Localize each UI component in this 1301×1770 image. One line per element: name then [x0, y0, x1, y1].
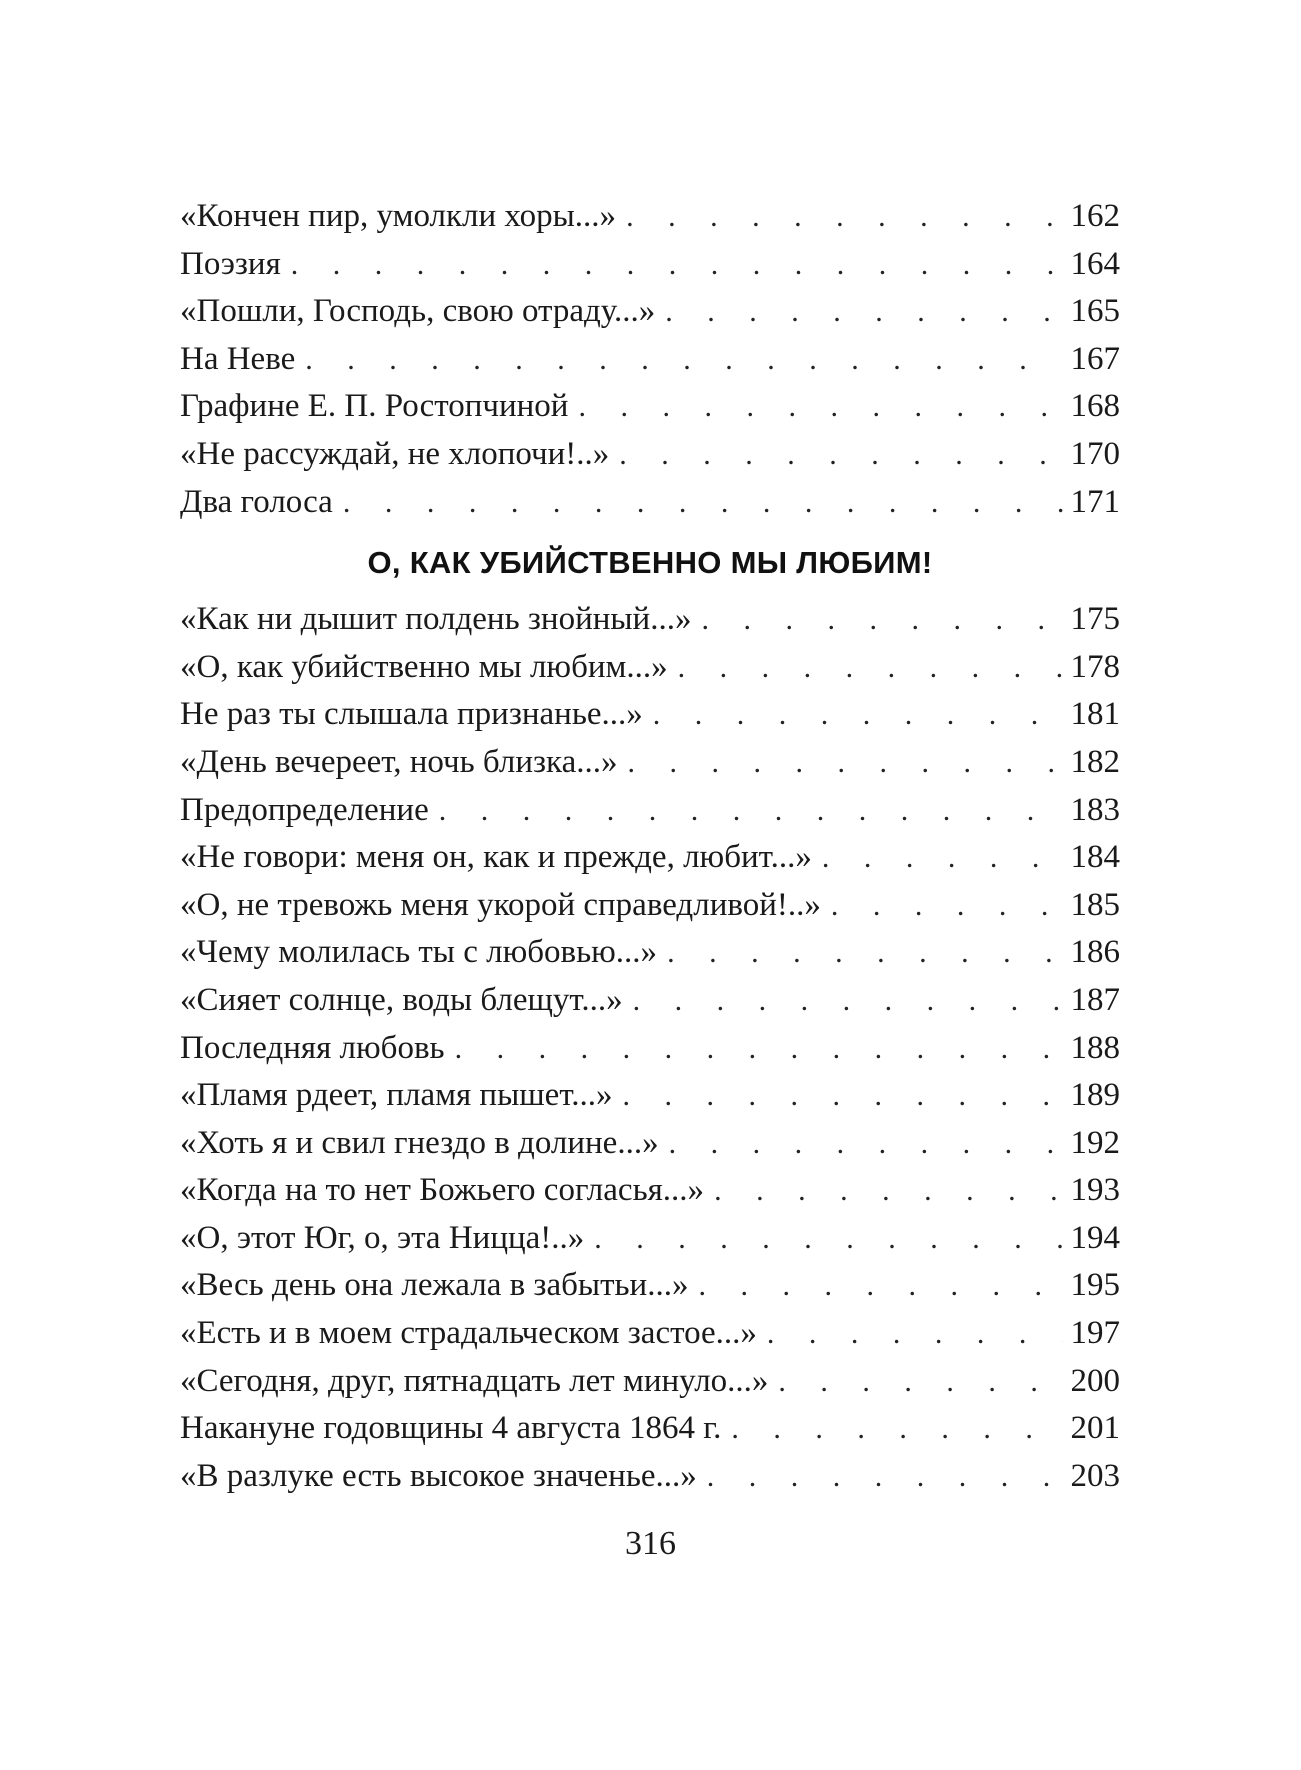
toc-entry-title: «День вечереет, ночь близка...» [180, 743, 618, 780]
toc-entry-title: «Хоть я и свил гнездо в долине...» [180, 1124, 659, 1161]
dot-leader [831, 882, 1063, 930]
dot-leader [714, 1167, 1062, 1215]
toc-entry-title: Не раз ты слышала признанье...» [180, 696, 643, 733]
toc-entry-page: 178 [1070, 648, 1120, 685]
toc-entry-title: «Когда на то нет Божьего согласья...» [180, 1172, 705, 1209]
toc-entry-title: «Есть и в моем страдальческом застое...» [180, 1315, 757, 1352]
toc-entry-title: «О, как убийственно мы любим...» [180, 648, 668, 685]
toc-entry-page: 162 [1070, 198, 1120, 234]
toc-entry [180, 193, 1120, 241]
toc-entry [180, 336, 1120, 384]
toc-entry-page: 192 [1070, 1124, 1120, 1161]
toc-entry [180, 1405, 1120, 1453]
toc-entry-page: 189 [1070, 1077, 1120, 1114]
toc-entry-title: Поэзия [180, 245, 281, 282]
dot-leader [578, 383, 1062, 431]
toc-entry-page: 200 [1070, 1362, 1120, 1399]
toc-entry [180, 1167, 1120, 1215]
section-heading: О, КАК УБИЙСТВЕННО МЫ ЛЮБИМ! [367, 545, 933, 581]
toc-entry [180, 691, 1120, 739]
toc-entry-page: 168 [1070, 388, 1120, 425]
dot-leader [626, 193, 1062, 241]
toc-entry-title: На Неве [180, 340, 296, 377]
toc-entry-page: 164 [1070, 245, 1120, 282]
toc-entry-page: 167 [1070, 340, 1120, 377]
page-number: 316 [625, 1525, 676, 1562]
dot-leader [623, 1072, 1063, 1120]
toc-entry-title: «Сегодня, друг, пятнадцать лет минуло...» [180, 1362, 769, 1399]
toc-entry-page: 165 [1070, 293, 1120, 330]
dot-leader [822, 834, 1063, 882]
dot-leader [455, 1025, 1063, 1073]
toc-entry-page: 186 [1070, 934, 1120, 971]
toc-entry-page: 183 [1070, 791, 1120, 828]
toc-entry [180, 596, 1120, 644]
toc-entry-page: 188 [1070, 1029, 1120, 1066]
toc-entry [180, 739, 1120, 787]
dot-leader [707, 1453, 1063, 1501]
toc-entry [180, 241, 1120, 289]
toc-entry [180, 1120, 1120, 1168]
dot-leader [343, 479, 1063, 527]
dot-leader [665, 288, 1062, 336]
toc-entry [180, 431, 1120, 479]
toc-entry-page: 203 [1070, 1457, 1120, 1494]
toc-entry [180, 1310, 1120, 1358]
dot-leader [698, 1262, 1062, 1310]
toc-entry [180, 1072, 1120, 1120]
toc-entry-page: 195 [1070, 1267, 1120, 1304]
toc-entry-title: «Пламя рдеет, пламя пышет...» [180, 1077, 613, 1114]
toc-entry [180, 787, 1120, 835]
toc-entry [180, 644, 1120, 692]
toc-group-1 [180, 193, 1120, 526]
toc-entry-page: 194 [1070, 1219, 1120, 1256]
toc-group-2 [180, 596, 1120, 1500]
toc-entry-title: «Пошли, Господь, свою отраду...» [180, 293, 656, 330]
dot-leader [633, 977, 1063, 1025]
dot-leader [701, 596, 1062, 644]
dot-leader [669, 1120, 1063, 1168]
toc-entry [180, 1262, 1120, 1310]
dot-leader [731, 1405, 1062, 1453]
toc-entry-title: «Как ни дышит полдень знойный...» [180, 601, 692, 638]
toc-entry [180, 882, 1120, 930]
toc-entry-title: «Весь день она лежала в забытьи...» [180, 1267, 689, 1304]
dot-leader [439, 787, 1063, 835]
toc-entry-title: Накануне годовщины 4 августа 1864 г. [180, 1410, 722, 1447]
toc-entry-title: Графине Е. П. Ростопчиной [180, 388, 569, 425]
toc-entry-title: «О, не тревожь меня укорой справедливой!..» [180, 886, 821, 923]
dot-leader [305, 336, 1062, 384]
toc-entry-page: 175 [1070, 601, 1120, 638]
toc-entry-title: «Кончен пир, умолкли хоры...» [180, 198, 617, 234]
toc-entry-title: Предопределение [180, 791, 429, 828]
toc-entry [180, 977, 1120, 1025]
toc-entry-page: 197 [1070, 1315, 1120, 1352]
toc-entry-page: 182 [1070, 743, 1120, 780]
dot-leader [678, 644, 1063, 692]
toc-entry-page: 187 [1070, 981, 1120, 1018]
dot-leader [778, 1358, 1062, 1406]
toc-entry-page: 201 [1070, 1410, 1120, 1447]
toc-entry [180, 929, 1120, 977]
dot-leader [291, 241, 1063, 289]
toc-entry-title: Два голоса [180, 483, 333, 520]
toc-entry [180, 1358, 1120, 1406]
toc-entry-title: «Не говори: меня он, как и прежде, любит...» [180, 839, 812, 876]
toc-entry-title: «О, этот Юг, о, эта Ницца!..» [180, 1219, 585, 1256]
toc-entry-page: 170 [1070, 435, 1120, 472]
dot-leader [594, 1215, 1062, 1263]
toc-entry-title: «Сияет солнце, воды блещут...» [180, 981, 623, 1018]
dot-leader [667, 929, 1062, 977]
toc-entry [180, 479, 1120, 527]
toc-entry-title: «В разлуке есть высокое значенье...» [180, 1457, 697, 1494]
toc-entry [180, 288, 1120, 336]
toc-entry-page: 171 [1070, 483, 1120, 520]
toc-entry-page: 184 [1070, 839, 1120, 876]
toc-entry [180, 1453, 1120, 1501]
table-of-contents [180, 193, 1120, 1500]
toc-entry-title: «Не рассуждай, не хлопочи!..» [180, 435, 610, 472]
toc-entry-title: Последняя любовь [180, 1029, 445, 1066]
toc-entry-title: «Чему молилась ты с любовью...» [180, 934, 658, 971]
dot-leader [627, 739, 1062, 787]
toc-entry [180, 1215, 1120, 1263]
toc-entry-page: 185 [1070, 886, 1120, 923]
toc-entry-page: 193 [1070, 1172, 1120, 1209]
toc-entry [180, 834, 1120, 882]
toc-entry [180, 383, 1120, 431]
toc-entry-page: 181 [1070, 696, 1120, 733]
toc-entry [180, 1025, 1120, 1073]
dot-leader [767, 1310, 1063, 1358]
dot-leader [619, 431, 1062, 479]
dot-leader [653, 691, 1063, 739]
